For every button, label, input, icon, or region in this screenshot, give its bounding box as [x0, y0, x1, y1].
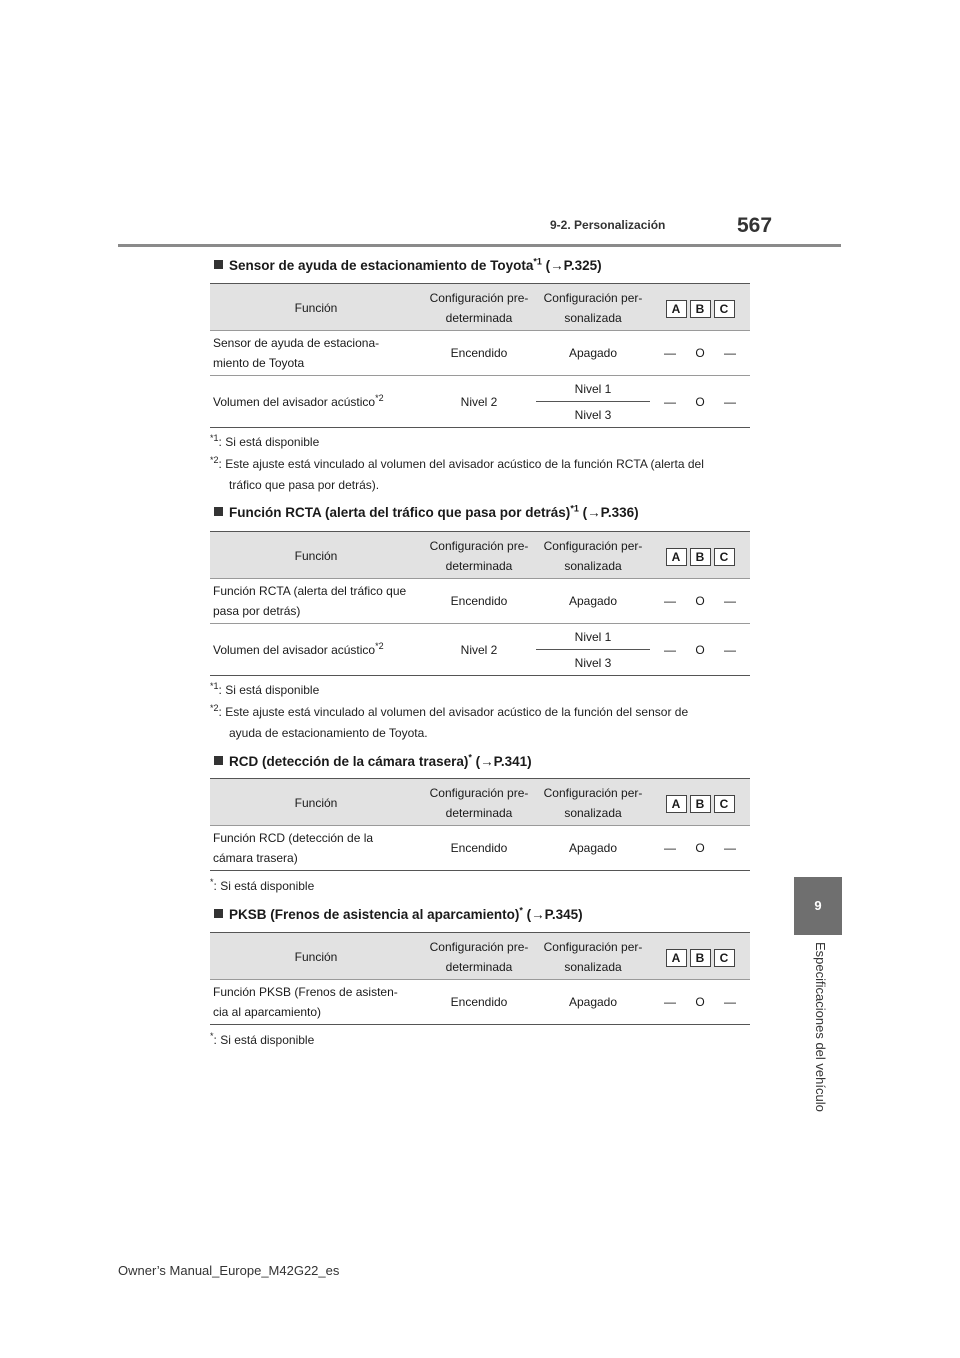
- footer-doc-id: Owner’s Manual_Europe_M42G22_es: [118, 1263, 340, 1278]
- table-row: [210, 376, 750, 402]
- abc-cell: — O —: [650, 826, 750, 871]
- function-cell: Sensor de ayuda de estaciona- miento de Toyota: [210, 331, 422, 376]
- table-row: [210, 980, 750, 1025]
- header-custom: Configuración per- sonalizada: [536, 532, 650, 579]
- footnote: *: Si está disponible: [210, 877, 315, 893]
- abc-cell: — O —: [650, 980, 750, 1025]
- custom-cell: Nivel 3: [536, 402, 650, 428]
- default-cell: Nivel 2: [422, 376, 536, 428]
- table-row: [210, 624, 750, 650]
- footnote: $^{*2}$: Este ajuste está vinculado al volumen del avisador acústico de la función del sensor de ayuda de estacionamiento de Toyota.: [210, 703, 689, 740]
- function-cell: Función RCTA (alerta del tráfico que pasa por detrás): [210, 579, 422, 624]
- section-title: RCD (detección de la cámara trasera)* (→P.341): [214, 754, 532, 769]
- function-cell: Volumen del avisador acústico$^{*2}$: [210, 376, 422, 428]
- custom-cell: Apagado: [536, 826, 650, 871]
- header-custom: Configuración per- sonalizada: [536, 933, 650, 980]
- table-row: [210, 331, 750, 376]
- default-cell: Encendido: [422, 980, 536, 1025]
- header-rule: [118, 244, 841, 247]
- footnote: $^{*2}$: Este ajuste está vinculado al volumen del avisador acústico de la función RCTA (alerta del tráfico que pasa por detrás).: [210, 455, 704, 492]
- settings-table: [210, 778, 750, 871]
- function-cell: Función PKSB (Frenos de asisten- cia al aparcamiento): [210, 980, 422, 1025]
- header-abc: A B C: [650, 933, 750, 980]
- footnote: *: Si está disponible: [210, 1031, 315, 1047]
- default-cell: Encendido: [422, 331, 536, 376]
- table-row: [210, 579, 750, 624]
- chapter-tab: 9: [794, 877, 842, 935]
- abc-cell: — O —: [650, 376, 750, 428]
- square-bullet-icon: [214, 507, 223, 516]
- footnote: $^{*1}$: Si está disponible: [210, 681, 320, 697]
- function-cell: Volumen del avisador acústico$^{*2}$: [210, 624, 422, 676]
- function-cell: Función RCD (detección de la cámara trasera): [210, 826, 422, 871]
- custom-cell: Nivel 3: [536, 650, 650, 676]
- section-header: 9-2. Personalización: [550, 218, 666, 232]
- section-title: Función RCTA (alerta del tráfico que pasa por detrás)$^{*1}$ (→P.336): [214, 505, 639, 520]
- settings-table: [210, 932, 750, 1025]
- page-number: 567: [737, 214, 773, 237]
- table-row: [210, 826, 750, 871]
- header-custom: Configuración per- sonalizada: [536, 284, 650, 331]
- header-function: Función: [210, 284, 422, 331]
- settings-table: [210, 283, 750, 428]
- header-function: Función: [210, 779, 422, 826]
- square-bullet-icon: [214, 260, 223, 269]
- header-function: Función: [210, 532, 422, 579]
- settings-table: [210, 531, 750, 676]
- chapter-label: [808, 942, 828, 1172]
- square-bullet-icon: [214, 756, 223, 765]
- custom-cell: Apagado: [536, 980, 650, 1025]
- header-custom: Configuración per- sonalizada: [536, 779, 650, 826]
- abc-cell: — O —: [650, 579, 750, 624]
- header-default: Configuración pre- determinada: [422, 284, 536, 331]
- abc-cell: — O —: [650, 331, 750, 376]
- header-default: Configuración pre- determinada: [422, 779, 536, 826]
- header-function: Función: [210, 933, 422, 980]
- chapter-label-text: Especificaciones del vehículo: [813, 942, 828, 1112]
- header-default: Configuración pre- determinada: [422, 933, 536, 980]
- header-abc: A B C: [650, 779, 750, 826]
- header-abc: A B C: [650, 532, 750, 579]
- header-default: Configuración pre- determinada: [422, 532, 536, 579]
- footnote: $^{*1}$: Si está disponible: [210, 433, 320, 449]
- square-bullet-icon: [214, 909, 223, 918]
- default-cell: Encendido: [422, 826, 536, 871]
- section-title: PKSB (Frenos de asistencia al aparcamiento)* (→P.345): [214, 907, 583, 922]
- default-cell: Nivel 2: [422, 624, 536, 676]
- custom-cell: Apagado: [536, 331, 650, 376]
- custom-cell: Apagado: [536, 579, 650, 624]
- custom-cell: Nivel 1: [536, 376, 650, 402]
- default-cell: Encendido: [422, 579, 536, 624]
- abc-cell: — O —: [650, 624, 750, 676]
- section-title: Sensor de ayuda de estacionamiento de Toyota$^{*1}$ (→P.325): [214, 258, 602, 273]
- custom-cell: Nivel 1: [536, 624, 650, 650]
- header-abc: A B C: [650, 284, 750, 331]
